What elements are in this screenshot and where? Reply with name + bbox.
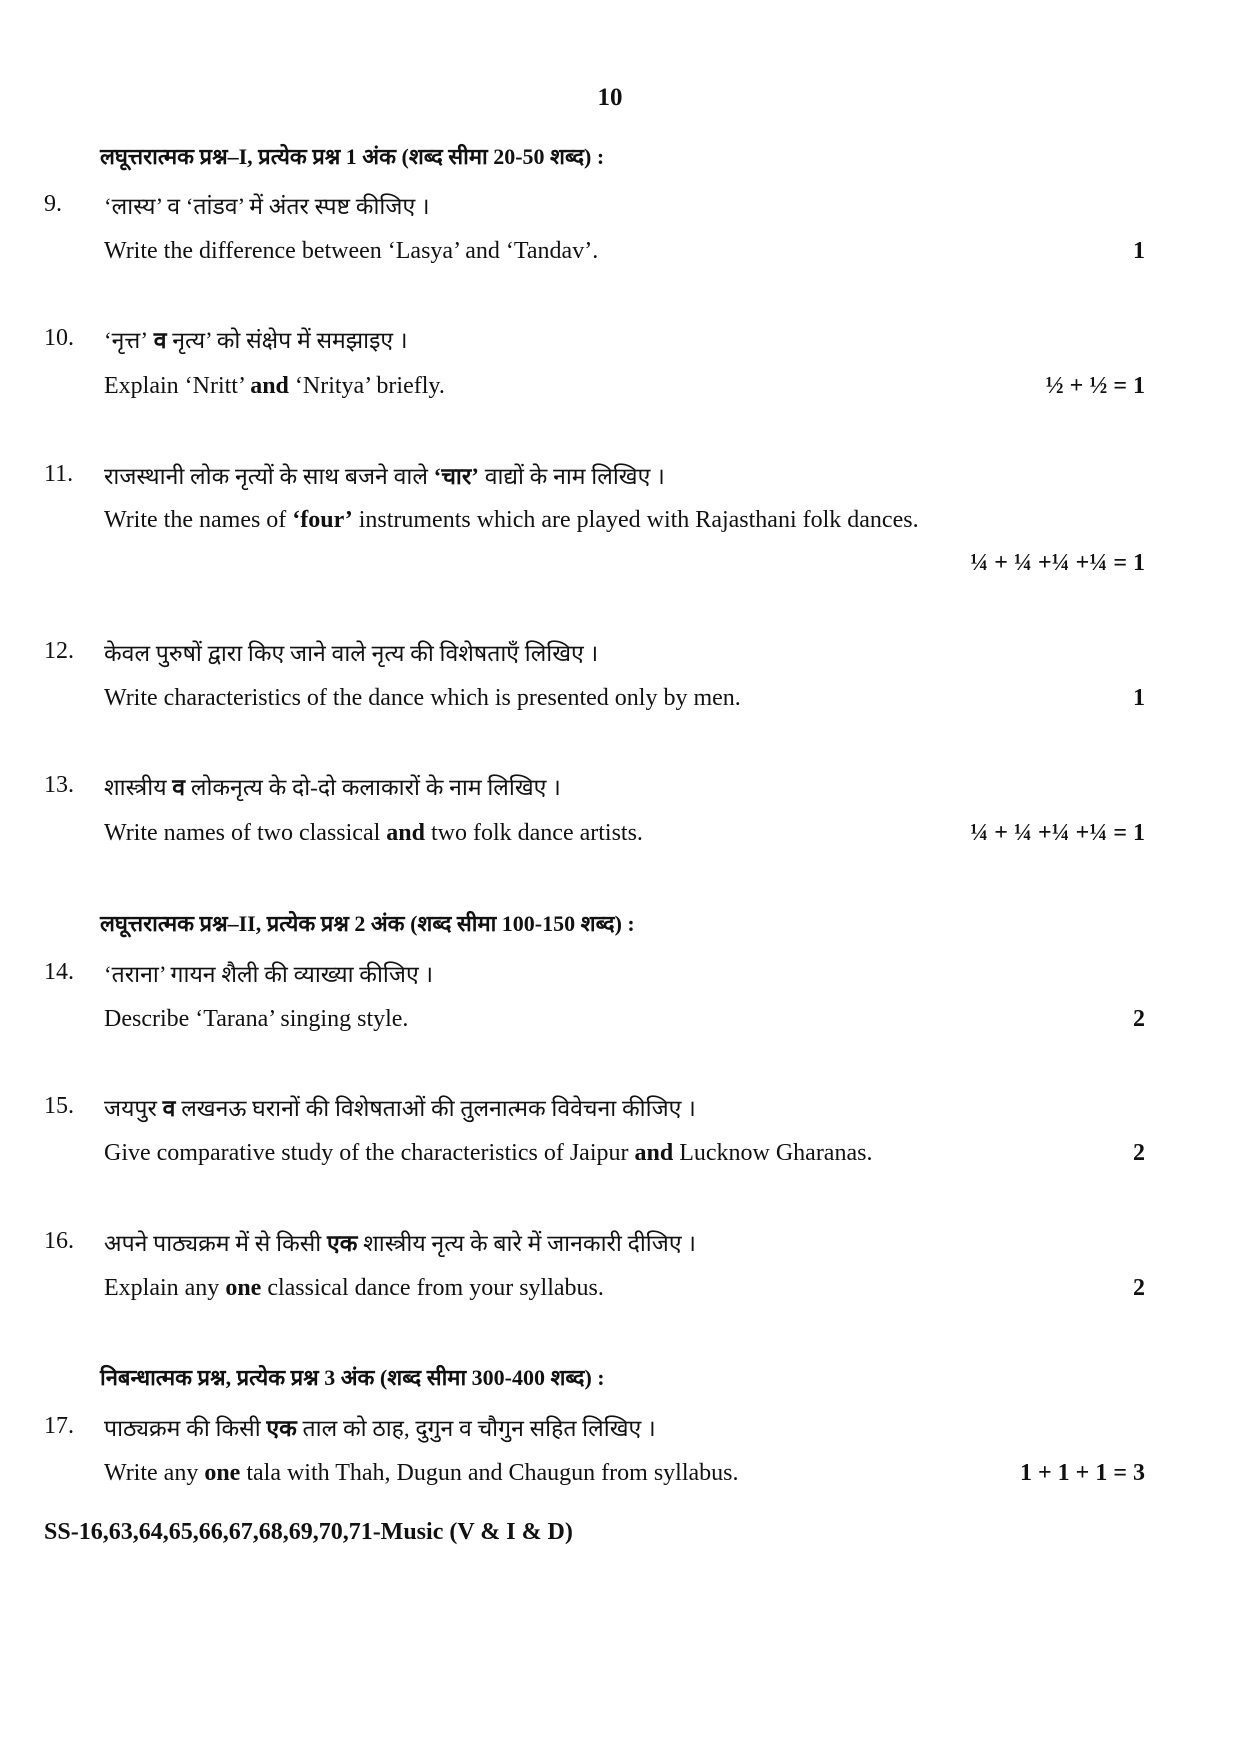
question-number: 15. <box>44 1093 74 1119</box>
question-hindi: केवल पुरुषों द्वारा किए जाने वाले नृत्य की विशेषताएँ लिखिए । <box>104 641 599 666</box>
question-marks: 1 + 1 + 1 = 3 <box>1019 1460 1145 1486</box>
page-number: 10 <box>597 84 623 111</box>
question-english: Write any one tala with Thah, Dugun and Chaugun from syllabus. <box>104 1460 739 1486</box>
question-marks: 2 <box>1133 1140 1145 1166</box>
question-hindi: ‘तराना’ गायन शैली की व्याख्या कीजिए । <box>104 962 434 987</box>
question-english: Write names of two classical and two folk dance artists. <box>104 820 643 846</box>
section-heading-short-2: लघूत्तरात्मक प्रश्न–II, प्रत्येक प्रश्न 2 अंक (शब्द सीमा 100-150 शब्द) : <box>100 911 635 936</box>
question-hindi: अपने पाठ्यक्रम में से किसी एक शास्त्रीय नृत्य के बारे में जानकारी दीजिए । <box>104 1231 697 1256</box>
question-number: 17. <box>44 1413 74 1439</box>
question-english: Write the names of ‘four’ instruments which are played with Rajasthani folk dances. <box>104 507 919 533</box>
question-english: Write the difference between ‘Lasya’ and ‘Tandav’. <box>104 238 599 264</box>
question-hindi: राजस्थानी लोक नृत्यों के साथ बजने वाले ‘चार’ वाद्यों के नाम लिखिए । <box>104 464 665 489</box>
question-number: 13. <box>44 772 74 798</box>
question-marks: ¼ + ¼ +¼ +¼ = 1 <box>970 820 1145 846</box>
question-english: Explain any one classical dance from your syllabus. <box>104 1275 604 1301</box>
question-marks: 2 <box>1133 1275 1145 1301</box>
question-english: Explain ‘Nritt’ and ‘Nritya’ briefly. <box>104 373 445 399</box>
question-marks: ¼ + ¼ +¼ +¼ = 1 <box>970 550 1145 576</box>
question-hindi: ‘लास्य’ व ‘तांडव’ में अंतर स्पष्ट कीजिए । <box>104 194 430 219</box>
paper-code-footer: SS-16,63,64,65,66,67,68,69,70,71-Music (V & I & D) <box>44 1519 573 1545</box>
question-number: 10. <box>44 325 74 351</box>
section-heading-short-1: लघूत्तरात्मक प्रश्न–I, प्रत्येक प्रश्न 1 अंक (शब्द सीमा 20-50 शब्द) : <box>100 144 605 169</box>
question-english: Describe ‘Tarana’ singing style. <box>104 1006 409 1032</box>
question-number: 16. <box>44 1228 74 1254</box>
question-number: 14. <box>44 959 74 985</box>
question-marks: ½ + ½ = 1 <box>1045 373 1145 399</box>
question-english: Give comparative study of the characteristics of Jaipur and Lucknow Gharanas. <box>104 1140 873 1166</box>
question-marks: 2 <box>1133 1006 1145 1032</box>
question-hindi: ‘नृत्त’ व नृत्य’ को संक्षेप में समझाइए । <box>104 328 408 353</box>
question-marks: 1 <box>1133 238 1145 264</box>
question-hindi: जयपुर व लखनऊ घरानों की विशेषताओं की तुलनात्मक विवेचना कीजिए । <box>104 1096 696 1121</box>
question-number: 9. <box>44 191 62 217</box>
question-marks: 1 <box>1133 685 1145 711</box>
question-english: Write characteristics of the dance which is presented only by men. <box>104 685 741 711</box>
section-heading-essay: निबन्धात्मक प्रश्न, प्रत्येक प्रश्न 3 अंक (शब्द सीमा 300-400 शब्द) : <box>100 1365 605 1390</box>
question-number: 12. <box>44 638 74 664</box>
question-hindi: पाठ्यक्रम की किसी एक ताल को ठाह, दुगुन व चौगुन सहित लिखिए । <box>104 1416 656 1441</box>
question-hindi: शास्त्रीय व लोकनृत्य के दो-दो कलाकारों के नाम लिखिए । <box>104 775 561 800</box>
question-number: 11. <box>44 461 74 487</box>
